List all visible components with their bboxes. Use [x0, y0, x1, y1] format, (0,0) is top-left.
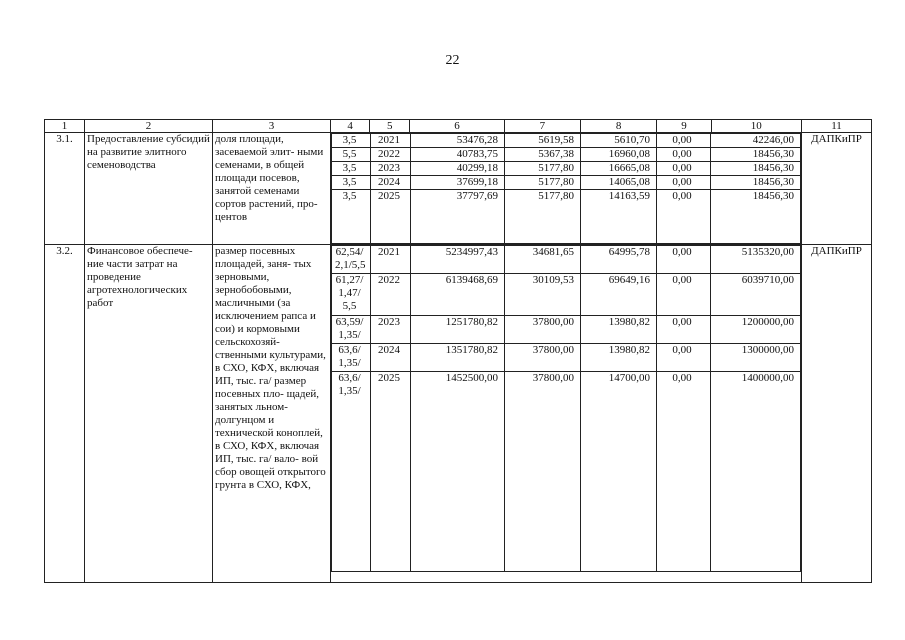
header-cell: 11	[802, 120, 872, 133]
header-cell: 3	[213, 120, 331, 133]
value-cell: 1200000,00	[711, 316, 801, 344]
value-cell: 0,00	[657, 344, 711, 372]
header-cell: 2	[85, 120, 213, 133]
value-cell: 3,5	[332, 134, 371, 148]
value-cell: 5367,38	[505, 148, 581, 162]
row-number: 3.2.	[45, 245, 85, 583]
value-cell: 3,5	[332, 176, 371, 190]
measure-name: Предоставление субсидий на развитие элитного семеноводства	[85, 133, 213, 245]
value-cell: 63,59/ 1,35/	[332, 316, 371, 344]
value-cell: 42246,00	[711, 134, 801, 148]
year-row	[332, 316, 801, 344]
value-cell: 37800,00	[505, 344, 581, 372]
value-cell: 18456,30	[711, 176, 801, 190]
measure-name: Финансовое обеспече- ние части затрат на проведение агротехнологических работ	[85, 245, 213, 583]
value-cell: 30109,53	[505, 274, 581, 316]
program-table	[44, 119, 872, 583]
year-row	[332, 190, 801, 244]
page-number: 22	[445, 53, 460, 68]
year-subtable	[331, 245, 801, 572]
value-cell: 2021	[371, 134, 411, 148]
year-row	[332, 176, 801, 190]
value-cell: 0,00	[657, 372, 711, 572]
value-cell: 2024	[371, 344, 411, 372]
value-cell: 5234997,43	[411, 246, 505, 274]
year-row	[332, 344, 801, 372]
table-row	[45, 133, 872, 245]
value-cell: 37797,69	[411, 190, 505, 244]
header-cell: 9	[657, 120, 711, 133]
value-cell: 62,54/ 2,1/5,5	[332, 246, 371, 274]
header-cell: 1	[45, 120, 85, 133]
header-cell: 5	[370, 120, 410, 133]
value-cell: 14163,59	[581, 190, 657, 244]
value-cell: 3,5	[332, 190, 371, 244]
value-cell: 5,5	[332, 148, 371, 162]
value-cell: 5135320,00	[711, 246, 801, 274]
value-cell: 1400000,00	[711, 372, 801, 572]
value-cell: 64995,78	[581, 246, 657, 274]
value-cell: 2023	[371, 316, 411, 344]
value-cell: 2025	[371, 372, 411, 572]
value-cell: 2023	[371, 162, 411, 176]
value-cell: 13980,82	[581, 316, 657, 344]
value-cell: 34681,65	[505, 246, 581, 274]
value-cell: 61,27/ 1,47/ 5,5	[332, 274, 371, 316]
value-cell: 0,00	[657, 148, 711, 162]
value-cell: 5177,80	[505, 176, 581, 190]
value-cell: 2022	[371, 148, 411, 162]
value-cell: 37800,00	[505, 372, 581, 572]
value-cell: 40299,18	[411, 162, 505, 176]
header-cell: 7	[504, 120, 580, 133]
value-cell: 69649,16	[581, 274, 657, 316]
value-cell: 2021	[371, 246, 411, 274]
value-cell: 0,00	[657, 162, 711, 176]
value-cell: 16960,08	[581, 148, 657, 162]
value-cell: 3,5	[332, 162, 371, 176]
value-cell: 0,00	[657, 246, 711, 274]
value-cell: 16665,08	[581, 162, 657, 176]
year-subtable	[331, 133, 801, 244]
value-cell: 5177,80	[505, 162, 581, 176]
table-row	[45, 245, 872, 583]
value-cell: 40783,75	[411, 148, 505, 162]
value-cell: 1251780,82	[411, 316, 505, 344]
header-cell: 4	[331, 120, 370, 133]
value-cell: 37699,18	[411, 176, 505, 190]
value-cell: 18456,30	[711, 190, 801, 244]
value-cell: 5177,80	[505, 190, 581, 244]
value-cell: 5610,70	[581, 134, 657, 148]
year-row	[332, 134, 801, 148]
year-row	[332, 274, 801, 316]
value-cell: 6139468,69	[411, 274, 505, 316]
value-cell: 2022	[371, 274, 411, 316]
value-cell: 37800,00	[505, 316, 581, 344]
value-cell: 0,00	[657, 316, 711, 344]
value-cell: 2025	[371, 190, 411, 244]
indicator-text: размер посевных площадей, заня- тых зерновыми, зернобобовыми, масличными (за исключением рапса и сои) и кормовыми сельскохозяй- ственными культурами, в СХО, КФХ, включая ИП, тыс. га/ размер посевных пло- щадей, занятых льном-долгунцом и технической коноплей, в СХО, КФХ, включая ИП, тыс. га/ вало- вой сбор овощей открытого грунта в СХО, КФХ,	[213, 245, 331, 583]
value-cell: 14700,00	[581, 372, 657, 572]
year-row	[332, 148, 801, 162]
executor: ДАПКиПР	[802, 133, 872, 245]
executor: ДАПКиПР	[802, 245, 872, 583]
header-cell: 6	[410, 120, 504, 133]
header-row	[45, 120, 872, 133]
year-values	[331, 245, 802, 583]
header-cell: 8	[581, 120, 657, 133]
value-cell: 6039710,00	[711, 274, 801, 316]
year-row	[332, 162, 801, 176]
value-cell: 18456,30	[711, 162, 801, 176]
value-cell: 0,00	[657, 274, 711, 316]
value-cell: 1351780,82	[411, 344, 505, 372]
value-cell: 0,00	[657, 190, 711, 244]
value-cell: 53476,28	[411, 134, 505, 148]
value-cell: 13980,82	[581, 344, 657, 372]
year-row	[332, 246, 801, 274]
value-cell: 63,6/ 1,35/	[332, 344, 371, 372]
value-cell: 0,00	[657, 134, 711, 148]
value-cell: 5619,58	[505, 134, 581, 148]
row-number: 3.1.	[45, 133, 85, 245]
value-cell: 18456,30	[711, 148, 801, 162]
indicator-text: доля площади, засеваемой элит- ными семенами, в общей площади посевов, занятой семенами сортов растений, про- центов	[213, 133, 331, 245]
value-cell: 2024	[371, 176, 411, 190]
value-cell: 63,6/ 1,35/	[332, 372, 371, 572]
value-cell: 1300000,00	[711, 344, 801, 372]
value-cell: 0,00	[657, 176, 711, 190]
value-cell: 14065,08	[581, 176, 657, 190]
year-values	[331, 133, 802, 245]
year-row	[332, 372, 801, 572]
value-cell: 1452500,00	[411, 372, 505, 572]
header-cell: 10	[711, 120, 801, 133]
